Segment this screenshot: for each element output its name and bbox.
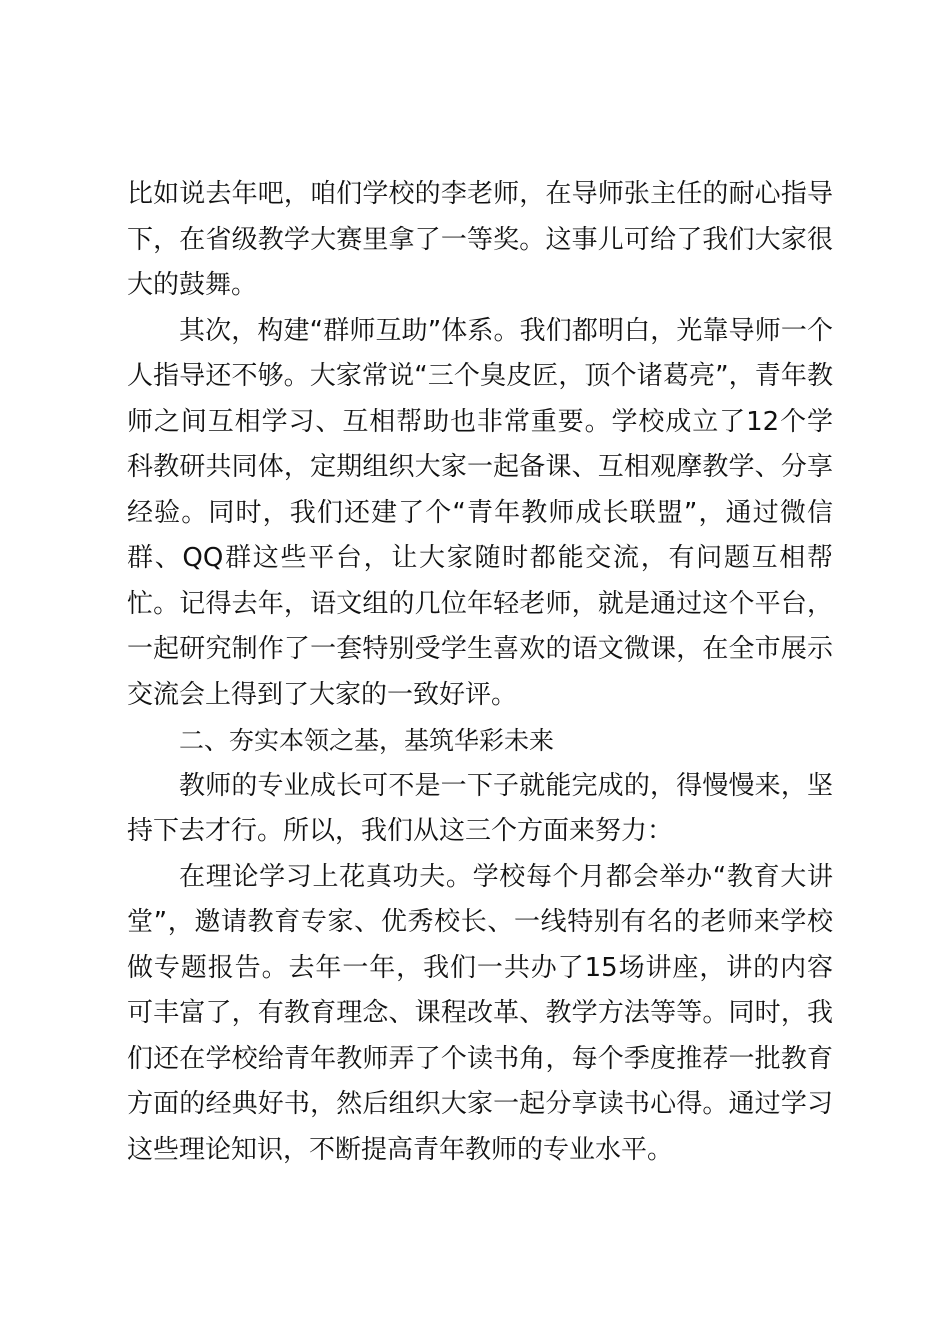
paragraph-example-award: 比如说去年吧，咱们学校的李老师，在导师张主任的耐心指导下，在省级教学大赛里拿了一等奖。这事儿可给了我们大家很大的鼓舞。	[127, 179, 833, 300]
paragraph-peer-support: 其次，构建“群师互助”体系。我们都明白，光靠导师一个人指导还不够。大家常说“三个臭皮匠，顶个诸葛亮”，青年教师之间互相学习、互相帮助也非常重要。学校成立了12个学科教研共同体，定期组织大家一起备课、互相观摩教学、分享经验。同时，我们还建了个“青年教师成长联盟”，通过微信群、QQ群这些平台，让大家随时都能交流，有问题互相帮忙。记得去年，语文组的几位年轻老师，就是通过这个平台，一起研究制作了一套特别受学生喜欢的语文微课，在全市展示交流会上得到了大家的一致好评。	[127, 315, 833, 710]
paragraph-growth-intro: 教师的专业成长可不是一下子就能完成的，得慢慢来，坚持下去才行。所以，我们从这三个方面来努力：	[127, 770, 833, 846]
section-heading-two: 二、夯实本领之基，基筑华彩未来	[179, 726, 555, 755]
paragraph-theory-study: 在理论学习上花真功夫。学校每个月都会举办“教育大讲堂”，邀请教育专家、优秀校长、一线特别有名的老师来学校做专题报告。去年一年，我们一共办了15场讲座，讲的内容可丰富了，有教育理念、课程改革、教学方法等等。同时，我们还在学校给青年教师弄了个读书角，每个季度推荐一批教育方面的经典好书，然后组织大家一起分享读书心得。通过学习这些理论知识，不断提高青年教师的专业水平。	[127, 861, 833, 1165]
document-body	[127, 172, 833, 1173]
